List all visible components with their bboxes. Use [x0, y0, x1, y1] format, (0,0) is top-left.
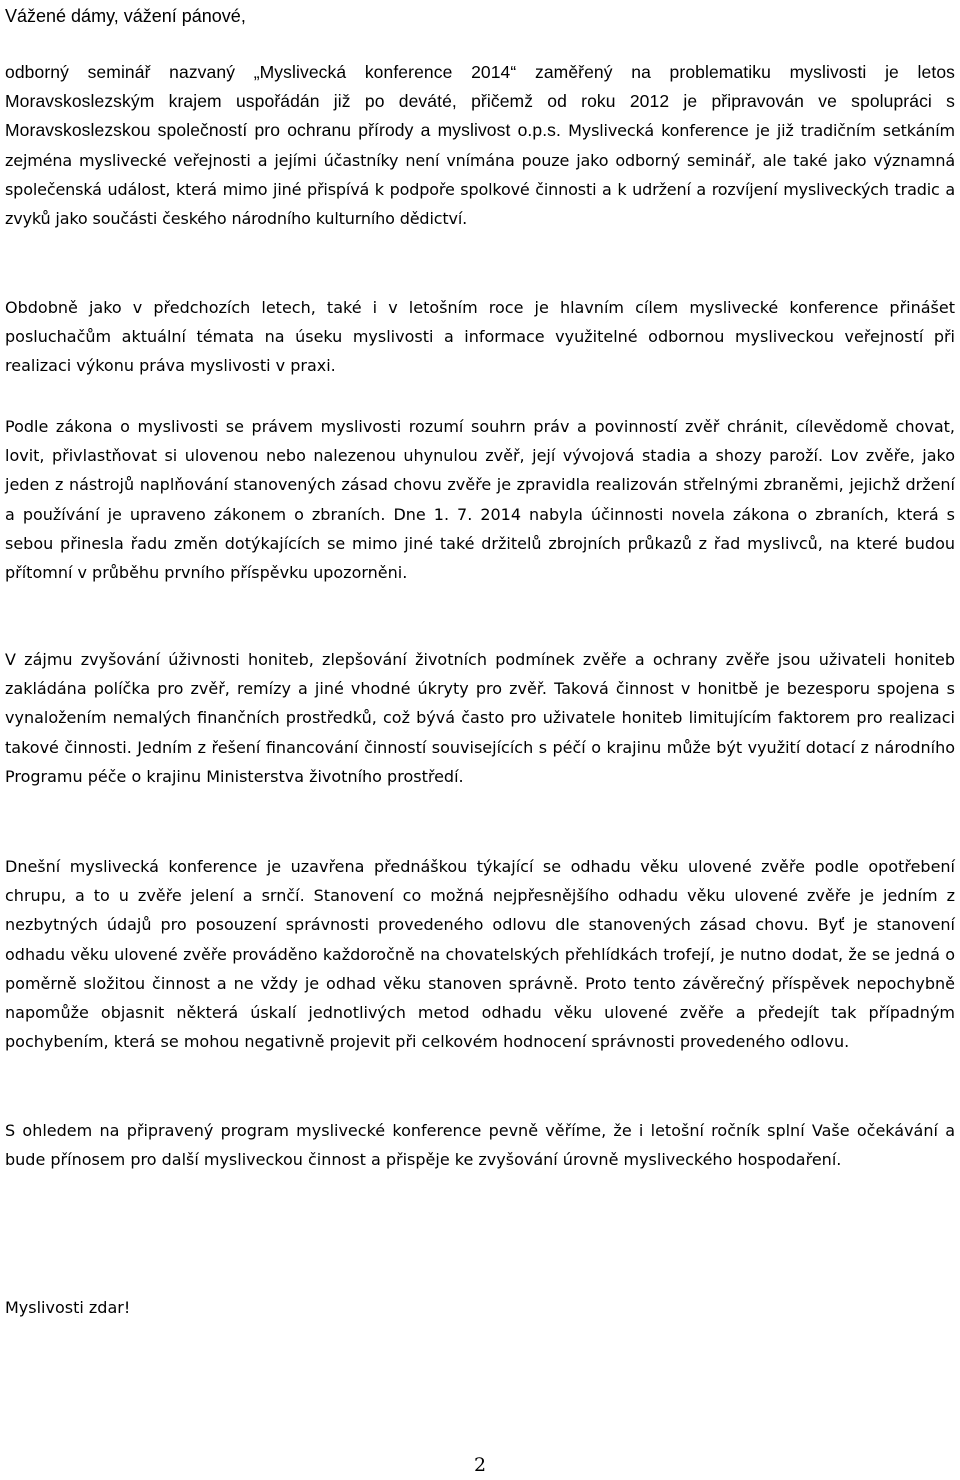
paragraph-hunting-law: Podle zákona o myslivosti se právem myslivosti rozumí souhrn práv a povinností zvěř chránit, cílevědomě chovat, lovit, přivlastňovat si ulovenou nebo nalezenou uhynulou zvěř, její vývojová stadia a shozy paroží. Lov zvěře, jako jeden z nástrojů naplňování stanovených zásad chovu zvěře je zpravidla realizován střelnými zbraněmi, jejichž držení a používání je upraveno zákonem o zbraních. Dne 1. 7. 2014 nabyla účinnosti novela zákona o zbraních, která s sebou přinesla řadu změn dotýkajících se mimo jiné také držitelů zbrojních průkazů z řad myslivců, na které budou přítomní v průběhu prvního příspěvku upozorněni.	[5, 417, 955, 583]
paragraph-wishes: S ohledem na připravený program myslivecké konference pevně věříme, že i letošní ročník splní Vaše očekávání a bude přínosem pro další mysliveckou činnost a přispěje ke zvyšování úrovně mysliveckého hospodaření.	[5, 1121, 955, 1170]
paragraph-conference-goal: Obdobně jako v předchozích letech, také i v letošním roce je hlavním cílem myslivecké konference přinášet posluchačům aktuální témata na úseku myslivosti a informace využitelné odbornou mysliveckou veřejností při realizaci výkonu práva myslivosti v praxi.	[5, 298, 955, 376]
paragraph-intro-rest: Myslivecká konference je již tradičním setkáním zejména myslivecké veřejnosti a jejími účastníky není vnímána pouze jako odborný seminář, ale také jako významná společenská událost, která mimo jiné přispívá k podpoře spolkové činnosti a k udržení a rozvíjení mysliveckých tradic a zvyků jako součásti českého národního kulturního dědictví.	[5, 121, 955, 229]
paragraph-habitat-support: V zájmu zvyšování úživnosti honiteb, zlepšování životních podmínek zvěře a ochrany zvěře jsou uživateli honiteb zakládána políčka pro zvěř, remízy a jiné vhodné úkryty pro zvěř. Taková činnost v honitbě je bezesporu spojena s vynaložením nemalých finančních prostředků, což bývá často pro uživatele honiteb limitujícím faktorem pro realizaci takové činnosti. Jedním z řešení financování činností souvisejících s péčí o krajinu může být využití dotací z národního Programu péče o krajinu Ministerstva životního prostředí.	[5, 650, 955, 786]
greeting: Vážené dámy, vážení pánové,	[5, 6, 246, 26]
closing-salutation: Myslivosti zdar!	[5, 1298, 131, 1317]
page-number: 2	[473, 1454, 487, 1476]
paragraph-intro-lead: odborný seminář nazvaný „Myslivecká konference 2014“ zaměřený na problematiku myslivosti je letos Moravskoslezským krajem uspořádán již po deváté, přičemž od roku 2012 je připravován ve spolupráci s Moravskoslezskou společností pro ochranu přírody a myslivost o.p.s.	[5, 62, 955, 141]
paragraph-intro	[5, 58, 955, 233]
paragraph-age-estimation: Dnešní myslivecká konference je uzavřena přednáškou týkající se odhadu věku ulovené zvěře podle opotřebení chrupu, a to u zvěře jelení a srnčí. Stanovení co možná nejpřesnějšího odhadu věku ulovené zvěře je jedním z nezbytných údajů pro posouzení správnosti provedeného odlovu dle stanovených zásad chovu. Byť je stanovení odhadu věku ulovené zvěře prováděno každoročně na chovatelských přehlídkách trofejí, je nutno dodat, že se jedná o poměrně složitou činnost a ne vždy je odhad věku stanoven správně. Proto tento závěrečný příspěvek nepochybně napomůže objasnit některá úskalí jednotlivých metod odhadu věku ulovené zvěře a předejít tak případným pochybením, která se mohou negativně projevit při celkovém hodnocení správnosti provedeného odlovu.	[5, 857, 955, 1052]
